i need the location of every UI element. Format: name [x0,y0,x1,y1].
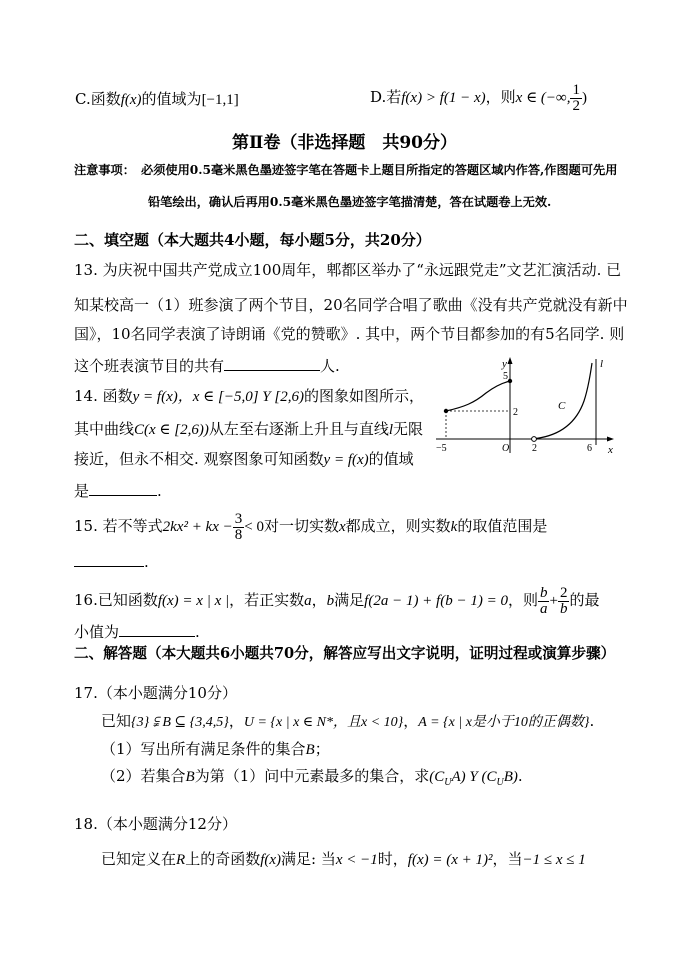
curve-c-open-point [532,437,537,442]
q16-line-1 [74,582,599,619]
q15-den: 8 [234,526,243,543]
q16-l2b: . [195,623,200,641]
q14-l1b: y = f(x)，x ∈ [−5,0] Y [2,6) [132,389,304,405]
q17-p1: （1）写出所有满足条件的集合 [101,740,306,758]
q16-line-2 [74,621,200,642]
x-label: x [608,444,613,456]
q16-answer-blank[interactable] [119,636,195,637]
notice-line-2: 铅笔绘出，确认后再用0.5毫米黑色墨迹签字笔描清楚，答在试题卷上无效. [148,195,552,209]
q16-l1b: f(x) = x | x | [157,593,230,609]
q14-l1c: 的图象如图所示， [303,387,424,405]
x-axis-arrow [607,437,614,442]
q15-fraction [233,512,245,543]
notice-line-1: 注意事项： 必须使用0.5毫米黑色墨迹签字笔在答题卡上题目所指定的答题区域内作答,作图题可先用 [74,163,618,177]
tick-6: 6 [587,443,592,454]
section-title: 第Ⅱ卷（非选择题 共90分） [232,133,457,153]
option-c-range: [−1,1] [201,92,239,108]
l-label: l [600,358,604,370]
q16-l1d: a [304,593,312,609]
q14-l2e: 无限 [393,420,424,438]
q14-l2a: 其中曲线 [74,420,135,438]
q17-p2a: （2）若集合 [101,767,186,785]
q18-l1g: 时， [377,850,408,868]
answer-header: 二、解答题（本大题共6小题共70分，解答应写出文字说明，证明过程或演算步骤） [74,645,616,662]
q17-p2h: B) [503,769,518,785]
option-d-ineq: f(x) > f(1 − x) [401,90,486,106]
option-d-mid: ，则 [485,88,516,106]
q15-num: 3 [234,510,243,527]
q14-graph [432,355,618,457]
q16-fraction-1 [538,586,550,617]
fill-header: 二、填空题（本大题共4小题，每小题5分，共20分） [74,231,431,249]
q14-l3a: 接近，但永不相交. 观察图象可知函数 [74,450,324,468]
q18-l1f: x < −1 [335,852,378,868]
q17-p2b: B [185,769,195,785]
q17-l1c: ， [228,712,244,730]
option-c-prefix: C.函数 [75,90,121,108]
q13-line-4 [74,355,340,376]
q14-l4a: 是 [74,482,90,500]
q15-l2: . [144,553,149,571]
q15-l1c: < 0 [244,519,264,535]
q13-line-3: 国》，10名同学表演了诗朗诵《党的赞歌》. 其中，两个节目都参加的有5名同学. 则 [74,325,625,343]
left-curve-top-point [508,379,512,383]
q17-p2i: . [517,767,523,785]
q17-p2g: U [496,777,504,788]
tick-5: 5 [503,371,508,382]
q17-l1a: 已知 [101,712,132,730]
q16-l1a: 16.已知函数 [74,591,158,609]
q13-line-1: 13. 为庆祝中国共产党成立100周年，郫都区举办了“永远跟党走”文艺汇演活动. 已 [74,261,622,279]
q17-l1f: A = {x | x是小于10的正偶数} [418,715,590,730]
q14-l1a: 14. 函数 [74,387,133,405]
option-d-den: 2 [572,97,580,114]
q17-p2e: U [444,777,452,788]
q13-answer-blank[interactable] [224,370,320,371]
option-d [370,78,587,117]
q14-l3c: 的值域 [368,450,414,468]
q15-l1a: 15. 若不等式 [74,517,163,535]
left-curve [446,381,510,411]
q18-l1d: f(x) [260,852,282,868]
q18-line-1 [101,848,586,869]
tick-neg5: −5 [436,443,447,454]
q15-l1g: k [450,519,458,535]
q18-l1j: −1 ≤ x ≤ 1 [522,852,586,868]
q14-l2d: l [388,422,394,438]
q14-l2c: 从左至右逐渐上升且与直线 [208,420,389,438]
q16-f2-num: 2 [559,584,568,601]
y-axis-arrow [508,357,513,364]
q16-l1c: ，若正实数 [229,591,305,609]
q17-line-1 [101,710,594,731]
option-c-fx: f(x) [120,92,142,108]
q17-p1b: B [305,742,315,758]
q16-l1g: 满足 [334,591,365,609]
option-d-prefix: D.若 [370,88,402,106]
q18-l1e: 满足: 当 [281,850,336,868]
q18-l1h: f(x) = (x + 1)² [407,852,493,868]
q17-p2f: A) Y (C [451,769,497,785]
q17-l1b: {3} ⫋ B ⊆ {3,4,5} [131,715,229,730]
q18-l1a: 已知定义在 [101,850,177,868]
option-d-fraction [570,83,582,114]
option-c-mid: 的值域为 [141,90,202,108]
q13-line-2: 知某校高一（1）班参演了两个节目，20名同学合唱了歌曲《没有共产党就没有新中 [74,296,628,314]
q15-l1e: x [338,519,346,535]
q18-title: 18.（本小题满分12分） [74,815,237,833]
q14-l4b: . [157,482,162,500]
q16-l2a: 小值为 [74,623,120,641]
q15-l1b: 2kx² + kx − [162,519,233,535]
q15-answer-blank[interactable] [74,566,144,567]
option-d-num: 1 [572,81,580,98]
q18-l1c: 上的奇函数 [185,850,261,868]
q14-line-4 [74,480,162,501]
q14-l3b: y = f(x) [323,452,369,468]
q16-fraction-2 [558,586,570,617]
q17-l1d: U = {x | x ∈ N*，且x < 10} [243,715,404,730]
q17-part-1 [101,738,330,759]
q15-l1d: 对一切实数 [263,517,339,535]
q14-line-1 [74,385,424,406]
q17-l1e: ， [403,712,419,730]
tick-origin: O [502,443,510,454]
q15-line-1 [74,508,547,545]
q13-line-4-text: 这个班表演节目的共有 [74,357,225,375]
q14-l2b: C(x ∈ [2,6)) [134,422,209,438]
q16-f1-num: b [539,584,548,601]
q16-l1f: b [326,593,335,609]
option-d-x: x ∈ (−∞, [515,90,571,106]
q16-l1i: ，则 [507,591,538,609]
q14-line-3 [74,448,414,469]
q17-p2d: (C [429,769,445,785]
q17-p1c: ； [314,740,330,758]
q16-l1e: ， [311,591,327,609]
c-label: C [558,400,566,412]
q16-f2-den: b [559,600,568,617]
q16-plus: + [549,593,558,609]
q16-f1-den: a [539,600,548,617]
q14-answer-blank[interactable] [89,495,157,496]
q17-l1g: . [589,712,595,730]
q16-l1j: 的最 [569,591,600,609]
q16-l1h: f(2a − 1) + f(b − 1) = 0 [364,593,508,609]
tick-x2: 2 [532,443,537,454]
q14-line-2 [74,418,423,439]
q13-line-4-end: 人. [320,357,340,375]
q18-l1b: R [176,852,186,868]
q17-part-2 [101,765,523,788]
q15-l1h: 的取值范围是 [457,517,548,535]
option-c [75,88,239,109]
q17-p2c: 为第（1）问中元素最多的集合，求 [194,767,430,785]
q17-title: 17.（本小题满分10分） [74,684,237,702]
q15-l1f: 都成立，则实数 [345,517,451,535]
y-label: y [502,358,507,370]
option-d-close: ) [581,90,587,106]
q15-line-2 [74,553,149,571]
q18-l1i: ，当 [492,850,523,868]
tick-2: 2 [513,407,518,418]
